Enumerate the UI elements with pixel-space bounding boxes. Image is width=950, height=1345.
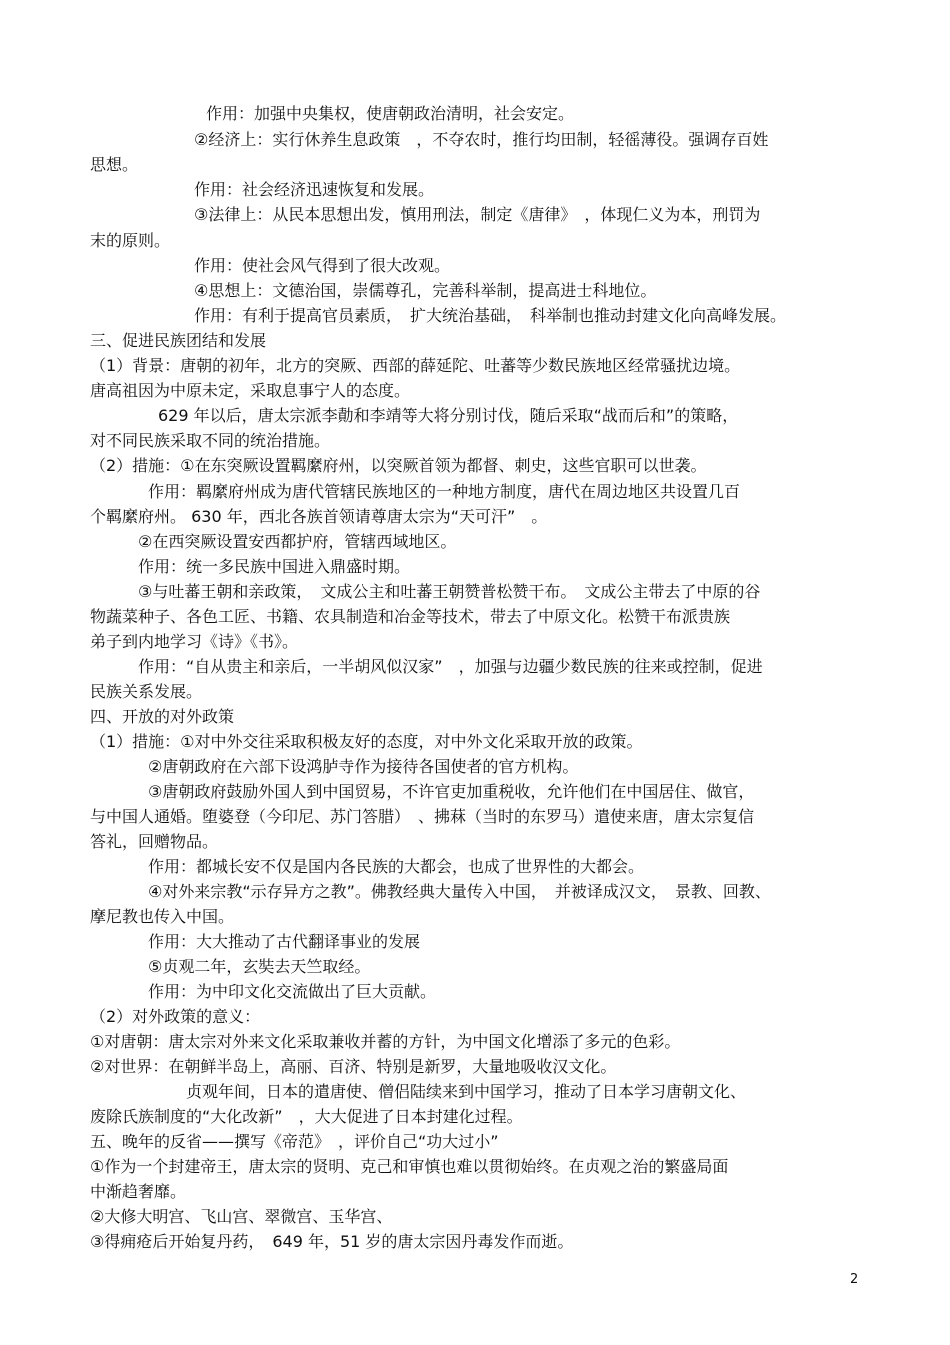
text-line: ②在西突厥设置安西都护府，管辖西域地区。 <box>138 532 457 551</box>
text-line: ②大修大明宫、飞山宫、翠微宫、玉华宫、 <box>90 1207 393 1226</box>
text-line: 629 年以后，唐太宗派李勣和李靖等大将分别讨伐，随后采取“战而后和”的策略， <box>158 406 739 425</box>
text-line: 个羁縻府州。 630 年，西北各族首领请尊唐太宗为“天可汗” 。 <box>90 507 548 526</box>
text-line: （2）措施：①在东突厥设置羁縻府州，以突厥首领为都督、刺史，这些官职可以世袭。 <box>90 456 707 475</box>
text-line: ②对世界：在朝鲜半岛上，高丽、百济、特别是新罗，大量地吸收汉文化。 <box>90 1057 617 1076</box>
text-line: 贞观年间，日本的遣唐使、僧侣陆续来到中国学习，推动了日本学习唐朝文化、 <box>186 1082 747 1101</box>
text-line: ①作为一个封建帝王，唐太宗的贤明、克己和审慎也难以贯彻始终。在贞观之治的繁盛局面 <box>90 1157 729 1176</box>
text-line: 末的原则。 <box>90 231 171 250</box>
text-line: （1）背景：唐朝的初年，北方的突厥、西部的薛延陀、吐蕃等少数民族地区经常骚扰边境。 <box>90 356 741 375</box>
text-line: （1）措施：①对中外交往采取积极友好的态度，对中外文化采取开放的政策。 <box>90 732 643 751</box>
text-line: ①对唐朝：唐太宗对外来文化采取兼收并蓄的方针，为中国文化增添了多元的色彩。 <box>90 1032 681 1051</box>
text-line: 作用：为中印文化交流做出了巨大贡献。 <box>148 982 437 1001</box>
text-line: 作用：加强中央集权，使唐朝政治清明，社会安定。 <box>206 104 575 123</box>
text-line: ②唐朝政府在六部下设鸿胪寺作为接待各国使者的官方机构。 <box>148 757 579 776</box>
text-line: 中渐趋奢靡。 <box>90 1182 187 1201</box>
text-line: 唐高祖因为中原未定，采取息事宁人的态度。 <box>90 381 411 400</box>
text-line: ④思想上：文德治国，崇儒尊孔，完善科举制，提高进士科地位。 <box>194 281 657 300</box>
text-line: 作用：大大推动了古代翻译事业的发展 <box>148 932 421 951</box>
text-line: ②经济上：实行休养生息政策 ，不夺农时，推行均田制，轻徭薄役。强调存百姓 <box>194 130 769 149</box>
text-line: 对不同民族采取不同的统治措施。 <box>90 431 331 450</box>
text-line: 思想。 <box>90 155 139 174</box>
text-line: 物蔬菜种子、各色工匠、书籍、农具制造和冶金等技术，带去了中原文化。松赞干布派贵族 <box>90 607 731 626</box>
text-line: ③法律上：从民本思想出发，慎用刑法，制定《唐律》 ，体现仁义为本，刑罚为 <box>194 205 761 224</box>
text-line: 作用：社会经济迅速恢复和发展。 <box>194 180 435 199</box>
text-line: 作用：都城长安不仅是国内各民族的大都会，也成了世界性的大都会。 <box>148 857 645 876</box>
text-line: （2）对外政策的意义： <box>90 1007 261 1026</box>
text-line: 废除氏族制度的“大化改新” ，大大促进了日本封建化过程。 <box>90 1107 523 1126</box>
text-line: 弟子到内地学习《诗》《书》。 <box>90 632 299 651</box>
text-line: 与中国人通婚。堕婆登（今印尼、苏门答腊） 、拂菻（当时的东罗马）遣使来唐，唐太宗复信 <box>90 807 755 826</box>
text-line: ⑤贞观二年，玄奘去天竺取经。 <box>148 957 371 976</box>
text-line: 民族关系发展。 <box>90 682 203 701</box>
page-number: 2 <box>850 1272 859 1287</box>
text-line: 答礼，回赠物品。 <box>90 832 219 851</box>
text-line: ③唐朝政府鼓励外国人到中国贸易，不许官吏加重税收，允许他们在中国居住、做官， <box>148 782 755 801</box>
text-line: 作用：羁縻府州成为唐代管辖民族地区的一种地方制度，唐代在周边地区共设置几百 <box>148 482 741 501</box>
section-heading: 三、促进民族团结和发展 <box>90 331 267 350</box>
section-heading: 五、晚年的反省——撰写《帝范》 ，评价自己“功大过小” <box>90 1132 499 1151</box>
section-heading: 四、开放的对外政策 <box>90 707 235 726</box>
text-line: 作用：有利于提高官员素质， 扩大统治基础， 科举制也推动封建文化向高峰发展。 <box>194 306 787 325</box>
text-line: ③与吐蕃王朝和亲政策， 文成公主和吐蕃王朝赞普松赞干布。 文成公主带去了中原的谷 <box>138 582 761 601</box>
text-line: ③得痈疮后开始复丹药， 649 年，51 岁的唐太宗因丹毒发作而逝。 <box>90 1232 574 1251</box>
text-line: 作用：“自从贵主和亲后，一半胡风似汉家” ，加强与边疆少数民族的往来或控制，促进 <box>138 657 763 676</box>
text-line: ④对外来宗教“示存异方之教”。佛教经典大量传入中国， 并被译成汉文， 景教、回教、 <box>148 882 771 901</box>
text-line: 作用：统一多民族中国进入鼎盛时期。 <box>138 557 411 576</box>
text-line: 作用：使社会风气得到了很大改观。 <box>194 256 451 275</box>
text-line: 摩尼教也传入中国。 <box>90 907 235 926</box>
